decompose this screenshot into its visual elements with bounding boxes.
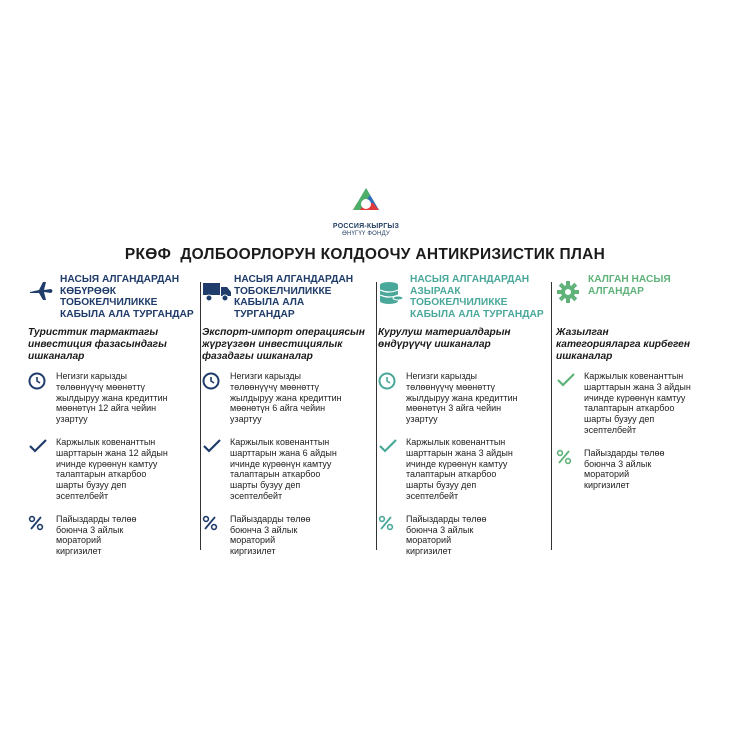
coins-icon (378, 280, 410, 311)
measure-text-line: төлөөнүүчү мөөнөттү (56, 381, 145, 392)
measure-text-line: киргизилет (230, 546, 276, 557)
measure-text-line: Пайыздарды төлөө (584, 447, 665, 458)
measure-item (202, 371, 372, 425)
measure-text-line: талаптарын аткарбоо (56, 469, 147, 480)
measure-text-line: мөөнөтүн 6 айга чейин (230, 403, 326, 414)
column-subtitle-line: ишканалар (556, 351, 613, 362)
measure-item (202, 514, 372, 557)
column-header-line: КӨБҮРӨӨК (60, 285, 116, 297)
measure-text-line: Каржылык ковенанттын (406, 436, 506, 447)
checkmark-icon (28, 438, 56, 459)
measure-text-line: эсептелбейт (406, 490, 459, 501)
measure-text-line: боюнча 3 айлык (584, 458, 652, 469)
checkmark-icon (556, 372, 584, 393)
measure-item (378, 437, 548, 502)
column-subtitle-line: фазадагы ишканалар (202, 351, 313, 362)
measure-text-line: киргизилет (584, 480, 630, 491)
plan-column-2 (202, 274, 372, 557)
column-header-line: ТОБОКЕЛЧИЛИККЕ (410, 297, 508, 308)
measure-text (230, 437, 337, 502)
plan-column-3 (378, 274, 548, 557)
column-header-line: ТОБОКЕЛЧИЛИККЕ (234, 285, 332, 297)
measure-item (202, 437, 372, 502)
measure-text-line: Пайыздарды төлөө (56, 513, 137, 524)
measure-text-line: шарты бузуу деп (230, 480, 301, 491)
column-subtitle-line: өндүрүүчү ишканалар (378, 339, 491, 350)
measure-text (406, 371, 518, 425)
measure-text-line: шарты бузуу деп (56, 480, 127, 491)
percent-icon (556, 449, 584, 470)
measure-text (230, 371, 342, 425)
measure-text-line: шарты бузуу деп (584, 414, 655, 425)
column-header-line: КАБЫЛА АЛА ТУРГАНДАР (410, 308, 544, 320)
checkmark-icon (378, 438, 406, 459)
measure-text-line: ичинде күрөөнүн камтуу (406, 458, 508, 469)
fund-logo-emblem (349, 186, 383, 220)
measure-text (406, 514, 487, 557)
measure-item (28, 514, 198, 557)
measure-text (56, 437, 168, 502)
plan-column-1 (28, 274, 198, 557)
measure-text-line: боюнча 3 айлык (230, 524, 298, 535)
measure-text-line: жылдыруу жана кредиттин (56, 392, 168, 403)
percent-icon (378, 515, 406, 536)
logo-text-line2: ӨНҮГҮҮ ФОНДУ (342, 231, 390, 237)
column-subtitle-line: Жазылган (556, 327, 609, 338)
column-divider (376, 282, 377, 550)
measure-text-line: боюнча 3 айлык (56, 524, 124, 535)
measure-text-line: киргизилет (406, 546, 452, 557)
column-header-text (588, 274, 671, 297)
column-header (378, 274, 548, 324)
column-header-line: КАБЫЛА АЛА (234, 297, 305, 308)
column-subtitle-line: ишканалар (28, 351, 85, 362)
column-subtitle-line: Курулуш материалдарын (378, 327, 511, 338)
column-header (556, 274, 726, 324)
column-header-line: ТУРГАНДАР (234, 308, 295, 320)
measure-text-line: узартуу (56, 414, 88, 425)
measure-text-line: мораторий (584, 469, 630, 480)
clock-icon (28, 372, 56, 395)
measure-text-line: узартуу (406, 414, 438, 425)
measure-text-line: мораторий (230, 535, 276, 546)
plan-column-4 (556, 274, 726, 554)
column-subtitle-line: инвестиция фазасындагы (28, 339, 167, 350)
measure-text-line: Негизги карызды (56, 371, 128, 381)
column-header-line: НАСЫЯ АЛГАНДАРДАН (410, 274, 530, 285)
column-subtitle (378, 327, 548, 371)
column-header-text (410, 274, 544, 320)
measure-text-line: ичинде күрөөнүн камтуу (56, 458, 158, 469)
column-header (28, 274, 198, 324)
column-subtitle-line: жүргүзгөн инвестициялык (202, 339, 343, 350)
measure-text-line: жылдыруу жана кредиттин (230, 392, 342, 403)
measure-text-line: шарттарын жана 12 айдын (56, 447, 168, 458)
measure-text (56, 371, 168, 425)
measure-item (378, 371, 548, 425)
gear-icon (556, 280, 588, 309)
measure-text-line: мораторий (406, 535, 452, 546)
checkmark-icon (202, 438, 230, 459)
column-header-line: НАСЫЯ АЛГАНДАРДАН (234, 274, 354, 285)
clock-icon (202, 372, 230, 395)
column-divider (551, 282, 552, 550)
measure-text-line: мораторий (56, 535, 102, 546)
measure-text-line: Каржылык ковенанттын (584, 371, 684, 381)
measure-text-line: узартуу (230, 414, 262, 425)
measure-text (584, 371, 691, 436)
measure-item (378, 514, 548, 557)
column-subtitle (28, 327, 198, 371)
column-subtitle (556, 327, 726, 371)
measure-text-line: мөөнөтүн 12 айга чейин (56, 403, 157, 414)
column-header-text (234, 274, 353, 320)
measure-text (584, 448, 665, 491)
airplane-icon (28, 280, 60, 307)
measure-text-line: төлөөнүүчү мөөнөттү (406, 381, 495, 392)
measure-text-line: киргизилет (56, 546, 102, 557)
column-header-line: КАЛГАН НАСЫЯ (588, 274, 671, 285)
page-title: РКӨФ ДОЛБООРЛОРУН КОЛДООЧУ АНТИКРИЗИСТИК ПЛАН (124, 246, 606, 263)
measure-text-line: шарты бузуу деп (406, 480, 477, 491)
measure-text (56, 514, 137, 557)
column-subtitle-line: Туристтик тармактагы (28, 327, 159, 338)
measure-text-line: Каржылык ковенанттын (230, 436, 330, 447)
logo-text-line1: РОССИЯ-КЫРГЫЗ (332, 223, 400, 230)
measure-text-line: талаптарын аткарбоо (406, 469, 497, 480)
measure-text-line: жылдыруу жана кредиттин (406, 392, 518, 403)
column-header-line: НАСЫЯ АЛГАНДАРДАН (60, 274, 180, 285)
measure-text-line: боюнча 3 айлык (406, 524, 474, 535)
measure-text-line: ичинде күрөөнүн камтуу (230, 458, 332, 469)
measure-text-line: талаптарын аткарбоо (584, 403, 675, 414)
measure-item (28, 371, 198, 425)
column-subtitle-line: Экспорт-импорт операциясын (202, 327, 365, 338)
column-header (202, 274, 372, 324)
clock-icon (378, 372, 406, 395)
measure-text-line: Негизги карызды (230, 371, 302, 381)
measure-text-line: эсептелбейт (584, 424, 637, 435)
measure-text-line: Пайыздарды төлөө (406, 513, 487, 524)
measure-text-line: Негизги карызды (406, 371, 478, 381)
measure-text-line: шарттарын жана 3 айдын (584, 381, 691, 392)
measure-text-line: шарттарын жана 6 айдын (230, 447, 337, 458)
percent-icon (28, 515, 56, 536)
column-header-line: ТОБОКЕЛЧИЛИККЕ (60, 297, 158, 308)
column-header-line: АЗЫРААК (410, 285, 461, 297)
measure-item (28, 437, 198, 502)
measure-item (556, 448, 726, 491)
measure-text-line: Пайыздарды төлөө (230, 513, 311, 524)
measure-text (406, 437, 513, 502)
measure-text (230, 514, 311, 557)
column-subtitle-line: категорияларга кирбеген (556, 339, 691, 350)
column-header-line: АЛГАНДАР (588, 285, 644, 297)
measure-text-line: эсептелбейт (56, 490, 109, 501)
measure-text-line: Каржылык ковенанттын (56, 436, 156, 447)
column-header-text (60, 274, 194, 320)
truck-icon (202, 280, 234, 307)
measure-item (556, 371, 726, 436)
fund-logo (316, 186, 416, 237)
measure-text-line: мөөнөтүн 3 айга чейин (406, 403, 502, 414)
percent-icon (202, 515, 230, 536)
measure-text-line: төлөөнүүчү мөөнөттү (230, 381, 319, 392)
column-header-line: КАБЫЛА АЛА ТУРГАНДАР (60, 308, 194, 320)
column-divider (200, 282, 201, 550)
measure-text-line: талаптарын аткарбоо (230, 469, 321, 480)
measure-text-line: шарттарын жана 3 айдын (406, 447, 513, 458)
measure-text-line: ичинде күрөөнүн камтуу (584, 392, 686, 403)
column-subtitle (202, 327, 372, 371)
measure-text-line: эсептелбейт (230, 490, 283, 501)
